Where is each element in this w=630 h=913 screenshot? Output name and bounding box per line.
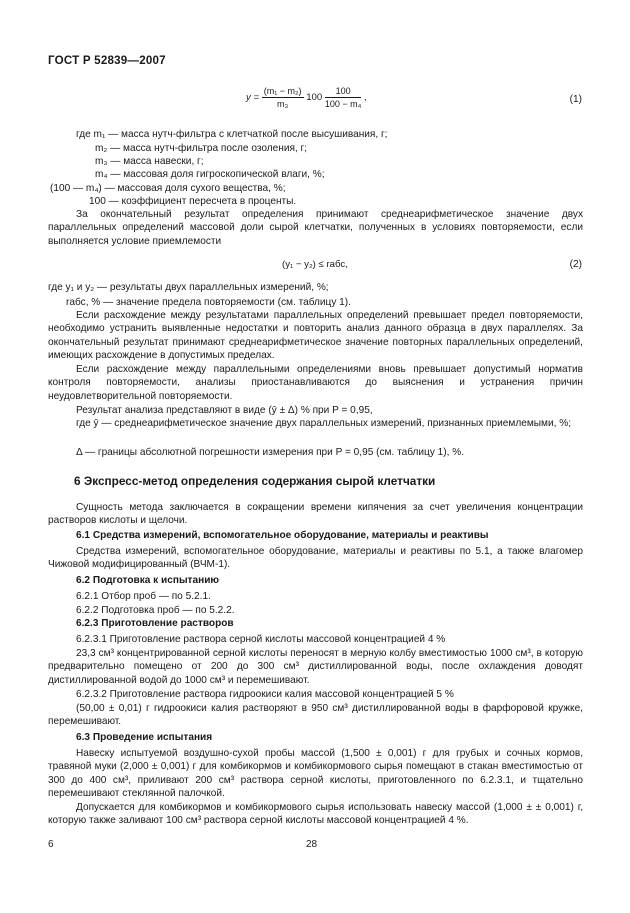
section-6-2-3-heading: 6.2.3 Приготовление растворов: [76, 618, 234, 629]
where-line-m4: m₄ — массовая доля гигроскопической влаги, %;: [95, 169, 325, 180]
section-6-2-heading: 6.2 Подготовка к испытанию: [76, 575, 220, 586]
item-6-2-3-1: 6.2.3.1 Приготовление раствора серной кислоты массовой концентрацией 4 %: [76, 634, 446, 645]
paragraph-where-mean: где ȳ — среднеарифметическое значение двух параллельных измерений, признанных приемлемыми, %;: [76, 418, 571, 429]
text-6-3-b: Допускается для комбикормов и комбикормового сырья использовать навеску массой (1,000 ± ± 0,001) г, которую также заливают 100 см³ раствора серной кислоты массовой концентрацией 4 %.: [48, 802, 583, 827]
formula-2: (y₁ − y₂) ≤ rабс,: [282, 259, 348, 270]
standard-number: ГОСТ Р 52839—2007: [48, 54, 166, 67]
where-line-rabs: rабс, % — значение предела повторяемости (см. таблицу 1).: [66, 297, 351, 308]
item-6-2-3-2: 6.2.3.2 Приготовление раствора гидроокиси калия массовой концентрацией 5 %: [76, 689, 454, 700]
paragraph-essence: Сущность метода заключается в сокращении времени кипячения за счет увеличения концентрации растворов кислоты и щелочи.: [48, 502, 583, 527]
where-line-m2: m₂ — масса нутч-фильтра после озоления, г;: [95, 143, 308, 154]
where-line-m1: где m₁ — масса нутч-фильтра с клетчаткой после высушивания, г;: [76, 129, 388, 140]
where-line-100: 100 — коэффициент пересчета в проценты.: [89, 196, 297, 207]
formula-1-tail: ,: [364, 92, 367, 104]
formula-1: [246, 86, 367, 109]
formula-1-fraction-a: [262, 86, 304, 109]
paragraph-repeat: Если расхождение между параллельными определениями вновь превышает допустимый норматив контроля повторяемости, анализы приостанавливаются до выяснения и устранения причин неудовлетворительной повторяемости.: [48, 364, 583, 402]
formula-1-numerator-a: (m₁ − m₂): [263, 86, 302, 96]
text-6-3-a: Навеску испытуемой воздушно-сухой пробы массой (1,500 ± 0,001) г для грубых и сочных кормов, травяной муки (2,000 ± 0,001) г для комбикормов и комбикормового сырья помещают в стакан вместимостью от 300 до 400 см³, приливают 200 см³ раствора серной кислоты, приготовленного по 6.2.3.1, и тщательно перемешивают стеклянной палочкой.: [48, 748, 583, 800]
section-6-1-heading: 6.1 Средства измерений, вспомогательное оборудование, материалы и реактивы: [76, 530, 489, 541]
formula-1-denominator-b: 100 − m₄: [324, 99, 362, 109]
where-line-m3: m₃ — масса навески, г;: [95, 156, 204, 167]
formula-1-numerator-b: 100: [325, 86, 361, 98]
text-6-2-3-2: (50,00 ± 0,01) г гидроокиси калия растворяют в 950 см³ дистиллированной воды в фарфоровой кружке, перемешивают.: [48, 703, 583, 728]
paragraph-final-result: За окончательный результат определения принимают среднеарифметическое значение двух параллельных определений массовой доли сырой клетчатки, полученных в условиях повторяемости, если выполняется условие приемлемости: [48, 209, 583, 247]
formula-1-lhs: y =: [246, 92, 260, 104]
section-6-1-text: Средства измерений, вспомогательное оборудование, материалы и реактивы по 5.1, а также влагомер Чижовой модифицированный (ВЧМ-1).: [48, 546, 583, 571]
paragraph-discrepancy: Если расхождение между результатами параллельных определений превышает предел повторяемости, необходимо устранить выявленные недостатки и повторить анализ данного образца в двух параллелях. За окончательный результат принимают среднеарифметическое значение повторных параллельных определений, имеющих расхождение в допустимых пределах.: [48, 310, 583, 362]
paragraph-delta: Δ — границы абсолютной погрешности измерения при P = 0,95 (см. таблицу 1), %.: [76, 447, 465, 458]
formula-1-denominator-a: m₃: [277, 99, 289, 109]
formula-1-number: (1): [569, 94, 582, 105]
where-line-dry: (100 — m₄) — массовая доля сухого вещества, %;: [50, 183, 286, 194]
section-6-heading: 6 Экспресс-метод определения содержания сырой клетчатки: [74, 474, 436, 488]
item-6-2-2: 6.2.2 Подготовка проб — по 5.2.2.: [76, 605, 235, 616]
section-6-3-heading: 6.3 Проведение испытания: [76, 732, 213, 743]
footer-left-number: 6: [48, 839, 54, 850]
text-6-2-3-1: 23,3 см³ концентрированной серной кислоты переносят в мерную колбу вместимостью 1000 см³, в которую предварительно помещено от 200 до 300 см³ дистиллированной воды, после охлаждения доводят дистиллированной водой до 1000 см³ и перемешивают.: [48, 648, 583, 686]
formula-2-number: (2): [569, 259, 582, 270]
formula-1-coefficient: 100: [306, 92, 323, 104]
footer-page-number: 28: [306, 839, 318, 850]
paragraph-result: Результат анализа представляют в виде (ȳ ± Δ) % при P = 0,95,: [76, 405, 373, 416]
where-line-y1y2: где y₁ и y₂ — результаты двух параллельных измерений, %;: [48, 282, 329, 293]
formula-1-fraction-b: [325, 86, 361, 109]
item-6-2-1: 6.2.1 Отбор проб — по 5.2.1.: [76, 591, 211, 602]
